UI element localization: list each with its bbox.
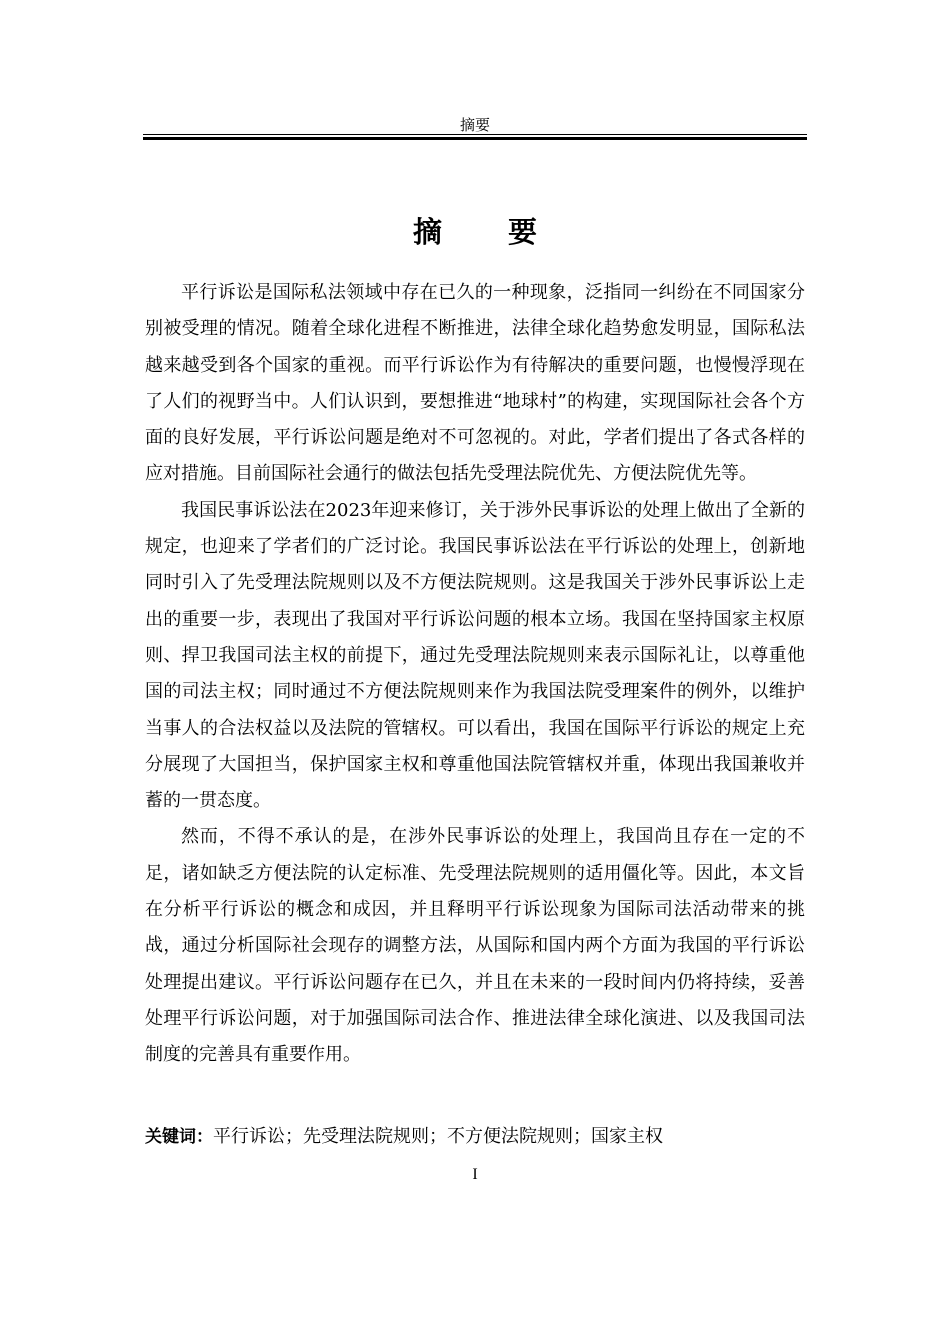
running-header: 摘要 [459,116,490,134]
abstract-body [145,275,805,1074]
keywords-label: 关键词： [145,1127,213,1147]
abstract-title: 摘 要 [412,215,566,249]
abstract-paragraph-1: 平行诉讼是国际私法领域中存在已久的一种现象，泛指同一纠纷在不同国家分别被受理的情况。随着全球化进程不断推进，法律全球化趋势愈发明显，国际私法越来越受到各个国家的重视。而平行诉讼作为有待解决的重要问题，也慢慢浮现在了人们的视野当中。人们认识到，要想推进“地球村”的构建，实现国际社会各个方面的良好发展，平行诉讼问题是绝对不可忽视的。对此，学者们提出了各式各样的应对措施。目前国际社会通行的做法包括先受理法院优先、方便法院优先等。 [145,282,805,485]
keywords-line [145,1124,805,1150]
page-number: I [472,1166,478,1183]
header-rule-thin [143,134,807,135]
header-rule-thick [143,137,807,140]
keywords-text: 平行诉讼；先受理法院规则；不方便法院规则；国家主权 [213,1126,663,1147]
abstract-paragraph-2: 我国民事诉讼法在2023年迎来修订，关于涉外民事诉讼的处理上做出了全新的规定，也迎来了学者们的广泛讨论。我国民事诉讼法在平行诉讼的处理上，创新地同时引入了先受理法院规则以及不方便法院规则。这是我国关于涉外民事诉讼上走出的重要一步，表现出了我国对平行诉讼问题的根本立场。我国在坚持国家主权原则、捍卫我国司法主权的前提下，通过先受理法院规则来表示国际礼让，以尊重他国的司法主权；同时通过不方便法院规则来作为我国法院受理案件的例外，以维护当事人的合法权益以及法院的管辖权。可以看出，我国在国际平行诉讼的规定上充分展现了大国担当，保护国家主权和尊重他国法院管辖权并重，体现出我国兼收并蓄的一贯态度。 [145,499,805,812]
abstract-paragraph-3: 然而，不得不承认的是，在涉外民事诉讼的处理上，我国尚且存在一定的不足，诸如缺乏方便法院的认定标准、先受理法院规则的适用僵化等。因此，本文旨在分析平行诉讼的概念和成因，并且释明平行诉讼现象为国际司法活动带来的挑战，通过分析国际社会现存的调整方法，从国际和国内两个方面为我国的平行诉讼处理提出建议。平行诉讼问题存在已久，并且在未来的一段时间内仍将持续，妥善处理平行诉讼问题，对于加强国际司法合作、推进法律全球化演进、以及我国司法制度的完善具有重要作用。 [145,826,805,1066]
